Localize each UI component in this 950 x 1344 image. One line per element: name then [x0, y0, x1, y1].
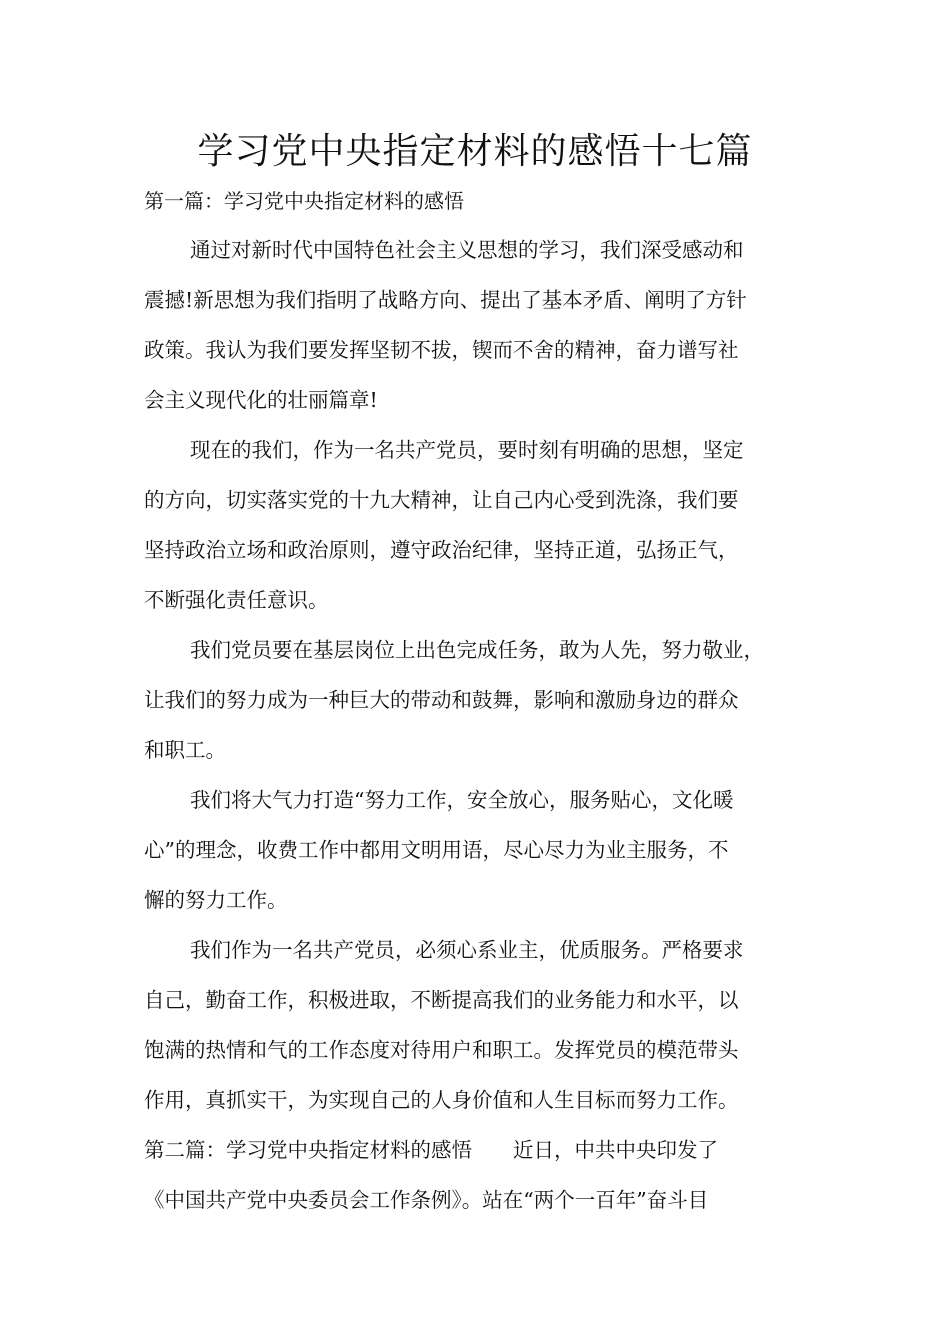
text-line: 懈的努力工作。	[144, 888, 288, 912]
text-line: 作用，真抓实干，为实现自己的人身价值和人生目标而努力工作。	[144, 1088, 739, 1112]
text-line: 我们党员要在基层岗位上出色完成任务，敢为人先，努力敬业，	[190, 638, 764, 662]
section-heading: 第一篇：学习党中央指定材料的感悟	[144, 189, 464, 213]
text-line: 政策。我认为我们要发挥坚韧不拔，锲而不舍的精神，奋力谱写社	[144, 338, 739, 362]
text-line: 让我们的努力成为一种巨大的带动和鼓舞，影响和激励身边的群众	[144, 688, 739, 712]
text-line: 不断强化责任意识。	[144, 588, 329, 612]
section-heading-line: 第二篇：学习党中央指定材料的感悟 近日，中共中央印发了	[144, 1138, 718, 1162]
document-title: 学习党中央指定材料的感悟十七篇	[197, 131, 753, 172]
text-line: 的方向，切实落实党的十九大精神，让自己内心受到洗涤，我们要	[144, 488, 739, 512]
text-line: 现在的我们，作为一名共产党员，要时刻有明确的思想，坚定	[190, 438, 744, 462]
text-line: 心”的理念，收费工作中都用文明用语，尽心尽力为业主服务，不	[144, 838, 729, 862]
text-line: 坚持政治立场和政治原则，遵守政治纪律，坚持正道，弘扬正气，	[144, 538, 739, 562]
text-line: 和职工。	[144, 738, 226, 762]
text-line: 自己，勤奋工作，积极进取，不断提高我们的业务能力和水平，以	[144, 988, 739, 1012]
text-line: 震撼!新思想为我们指明了战略方向、提出了基本矛盾、阐明了方针	[144, 288, 747, 312]
text-line: 会主义现代化的壮丽篇章!	[144, 388, 378, 412]
text-line: 通过对新时代中国特色社会主义思想的学习，我们深受感动和	[190, 238, 744, 262]
text-line: 饱满的热情和气的工作态度对待用户和职工。发挥党员的模范带头	[144, 1038, 739, 1062]
text-line: 我们将大气力打造“努力工作，安全放心，服务贴心，文化暖	[190, 788, 734, 812]
text-line: 《中国共产党中央委员会工作条例》。站在“两个一百年”奋斗目	[144, 1188, 709, 1212]
text-line: 我们作为一名共产党员，必须心系业主，优质服务。严格要求	[190, 938, 744, 962]
